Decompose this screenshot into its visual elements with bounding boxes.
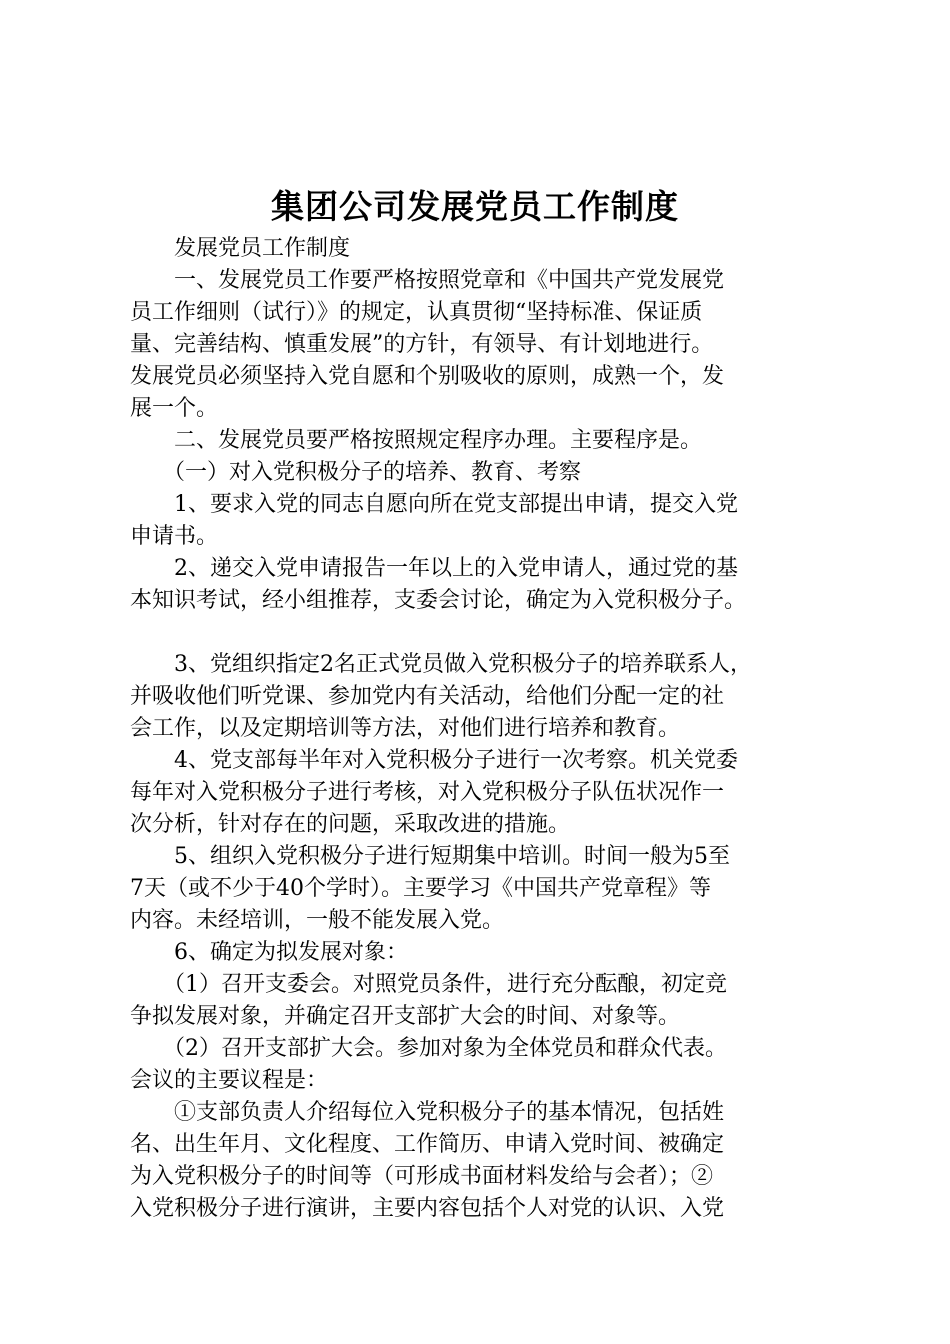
text-line: 3、党组织指定2名正式党员做入党积极分子的培养联系人， (130, 652, 752, 677)
text-line: ①支部负责人介绍每位入党积极分子的基本情况，包括姓 (130, 1100, 725, 1125)
text-line: 入党积极分子进行演讲，主要内容包括个人对党的认识、入党 (130, 1196, 725, 1221)
document-title: 集团公司发展党员工作制度 (271, 187, 679, 226)
text-line: 展一个。 (130, 396, 219, 421)
text-line: 申请书。 (130, 524, 219, 549)
document-body (130, 233, 830, 1225)
text-line: 量、完善结构、慎重发展”的方针，有领导、有计划地进行。 (130, 332, 714, 357)
text-line: 二、发展党员要严格按照规定程序办理。主要程序是。 (130, 428, 703, 453)
text-line: 一、发展党员工作要严格按照党章和《中国共产党发展党 (130, 268, 725, 293)
text-line: 为入党积极分子的时间等（可形成书面材料发给与会者）；② (130, 1164, 714, 1189)
text-line: （1）召开支委会。对照党员条件，进行充分酝酿，初定竞 (130, 972, 727, 997)
text-line: 名、出生年月、文化程度、工作简历、申请入党时间、被确定 (130, 1132, 725, 1157)
text-line: 并吸收他们听党课、参加党内有关活动，给他们分配一定的社 (130, 684, 725, 709)
text-line: 内容。未经培训，一般不能发展入党。 (130, 908, 505, 933)
text-line: 会议的主要议程是： (130, 1068, 329, 1093)
text-line: （一）对入党积极分子的培养、教育、考察 (130, 460, 582, 485)
text-line: 员工作细则（试行）》的规定，认真贯彻“坚持标准、保证质 (130, 300, 703, 325)
text-line: 5、组织入党积极分子进行短期集中培训。时间一般为5至 (130, 844, 730, 869)
text-line: 会工作，以及定期培训等方法，对他们进行培养和教育。 (130, 716, 681, 741)
text-line: 7天（或不少于40个学时）。主要学习《中国共产党章程》等 (130, 876, 711, 901)
blank-line (130, 617, 830, 649)
text-line: （2）召开支部扩大会。参加对象为全体党员和群众代表。 (130, 1036, 727, 1061)
text-line: 发展党员工作制度 (130, 236, 351, 261)
text-line: 6、确定为拟发展对象： (130, 940, 408, 965)
text-line: 4、党支部每半年对入党积极分子进行一次考察。机关党委 (130, 748, 738, 773)
text-line: 次分析，针对存在的问题，采取改进的措施。 (130, 812, 571, 837)
text-line: 2、递交入党申请报告一年以上的入党申请人，通过党的基 (130, 556, 738, 581)
text-line: 本知识考试，经小组推荐，支委会讨论，确定为入党积极分子。 (130, 588, 747, 613)
text-line: 发展党员必须坚持入党自愿和个别吸收的原则，成熟一个，发 (130, 364, 725, 389)
text-line: 争拟发展对象，并确定召开支部扩大会的时间、对象等。 (130, 1004, 681, 1029)
text-line: 每年对入党积极分子进行考核，对入党积极分子队伍状况作一 (130, 780, 725, 805)
text-line: 1、要求入党的同志自愿向所在党支部提出申请，提交入党 (130, 492, 738, 517)
